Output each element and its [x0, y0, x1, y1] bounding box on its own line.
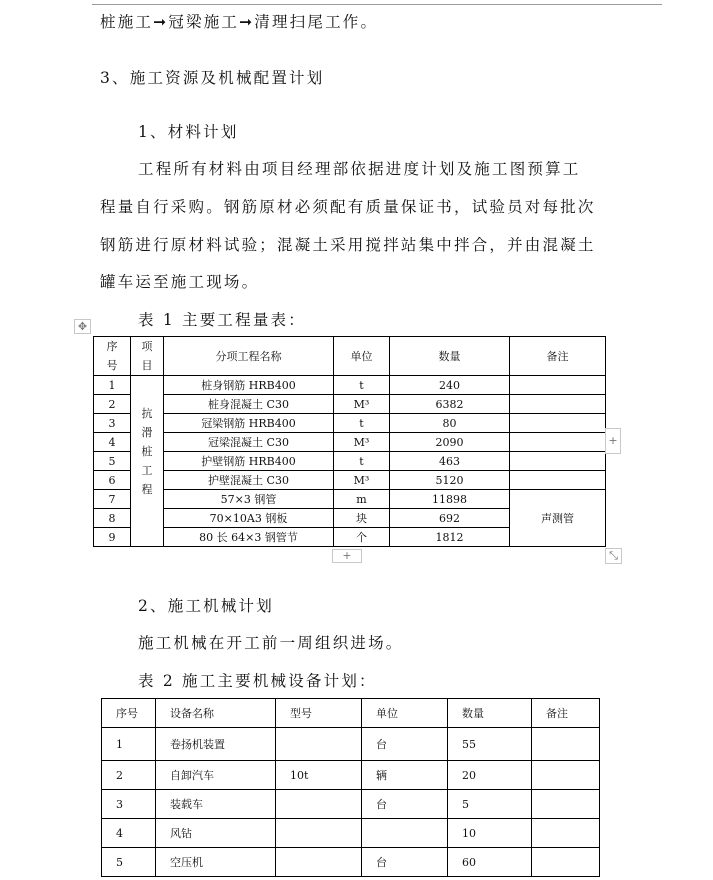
table1-main-quantities [93, 336, 606, 547]
table-resize-handle[interactable] [605, 548, 622, 564]
table-row: 3 冠梁钢筋 HRB400 t 80 [94, 414, 606, 433]
header-cell: 型号 [276, 699, 362, 728]
material-paragraph-line: 罐车运至施工现场。 [100, 273, 260, 291]
table-header-row [102, 699, 600, 728]
header-cell: 数量 [448, 699, 532, 728]
section3-heading: 3、施工资源及机械配置计划 [100, 69, 325, 87]
table-row: 8 70×10A3 钢板 块 692 [94, 509, 606, 528]
table-header-row [94, 337, 606, 376]
header-cell: 序号 [94, 337, 131, 376]
move-icon: ✥ [77, 320, 88, 333]
table-row: 2 桩身混凝土 C30 M³ 6382 [94, 395, 606, 414]
table2-caption: 表 2 施工主要机械设备计划： [138, 672, 377, 690]
page-top-border [92, 0, 662, 5]
table-row: 4 风钻 10 [102, 819, 600, 848]
machine-paragraph: 施工机械在开工前一周组织进场。 [138, 634, 404, 652]
sub1-heading: 1、材料计划 [138, 123, 239, 141]
header-cell: 设备名称 [156, 699, 276, 728]
header-cell: 项目 [131, 337, 164, 376]
table-row: 2 自卸汽车 10t 辆 20 [102, 761, 600, 790]
table-row: 4 冠梁混凝土 C30 M³ 2090 [94, 433, 606, 452]
plus-icon: + [608, 434, 618, 447]
table1-caption: 表 1 主要工程量表： [138, 311, 306, 329]
table-row: 5 空压机 台 60 [102, 848, 600, 877]
resize-icon: ⤡ [609, 549, 618, 562]
table-move-handle[interactable] [74, 319, 91, 334]
material-paragraph-line: 工程所有材料由项目经理部依据进度计划及施工图预算工 [138, 160, 581, 178]
add-row-button[interactable] [332, 549, 362, 563]
table-row: 1 卷扬机装置 台 55 [102, 728, 600, 761]
intro-line: 桩施工➞冠梁施工➞清理扫尾工作。 [100, 13, 379, 31]
material-paragraph-line: 钢筋进行原材料试验；混凝土采用搅拌站集中拌合，并由混凝土 [100, 236, 596, 254]
header-cell: 序号 [102, 699, 156, 728]
sub2-heading: 2、施工机械计划 [138, 597, 274, 615]
plus-icon: + [342, 549, 352, 562]
note-merged-cell: 声测管 [510, 490, 606, 547]
header-cell: 数量 [390, 337, 510, 376]
project-label-cell [131, 376, 164, 547]
table-row: 7 57×3 钢管 m 11898 声测管 [94, 490, 606, 509]
header-cell: 单位 [334, 337, 390, 376]
header-cell: 分项工程名称 [164, 337, 334, 376]
project-label: 抗 滑 桩 工 程 [141, 407, 153, 496]
table-row: 3 装载车 台 5 [102, 790, 600, 819]
header-cell: 备注 [532, 699, 600, 728]
table-row: 6 护壁混凝土 C30 M³ 5120 [94, 471, 606, 490]
table2-machinery-plan [101, 698, 600, 877]
table-row: 5 护壁钢筋 HRB400 t 463 [94, 452, 606, 471]
add-column-button[interactable] [605, 428, 621, 454]
header-cell: 备注 [510, 337, 606, 376]
header-cell: 单位 [362, 699, 448, 728]
table-row: 1 抗 滑 桩 工 程 桩身钢筋 HRB400 t 240 [94, 376, 606, 395]
material-paragraph-line: 程量自行采购。钢筋原材必须配有质量保证书，试验员对每批次 [100, 198, 596, 216]
table-row: 9 80 长 64×3 钢管节 个 1812 [94, 528, 606, 547]
